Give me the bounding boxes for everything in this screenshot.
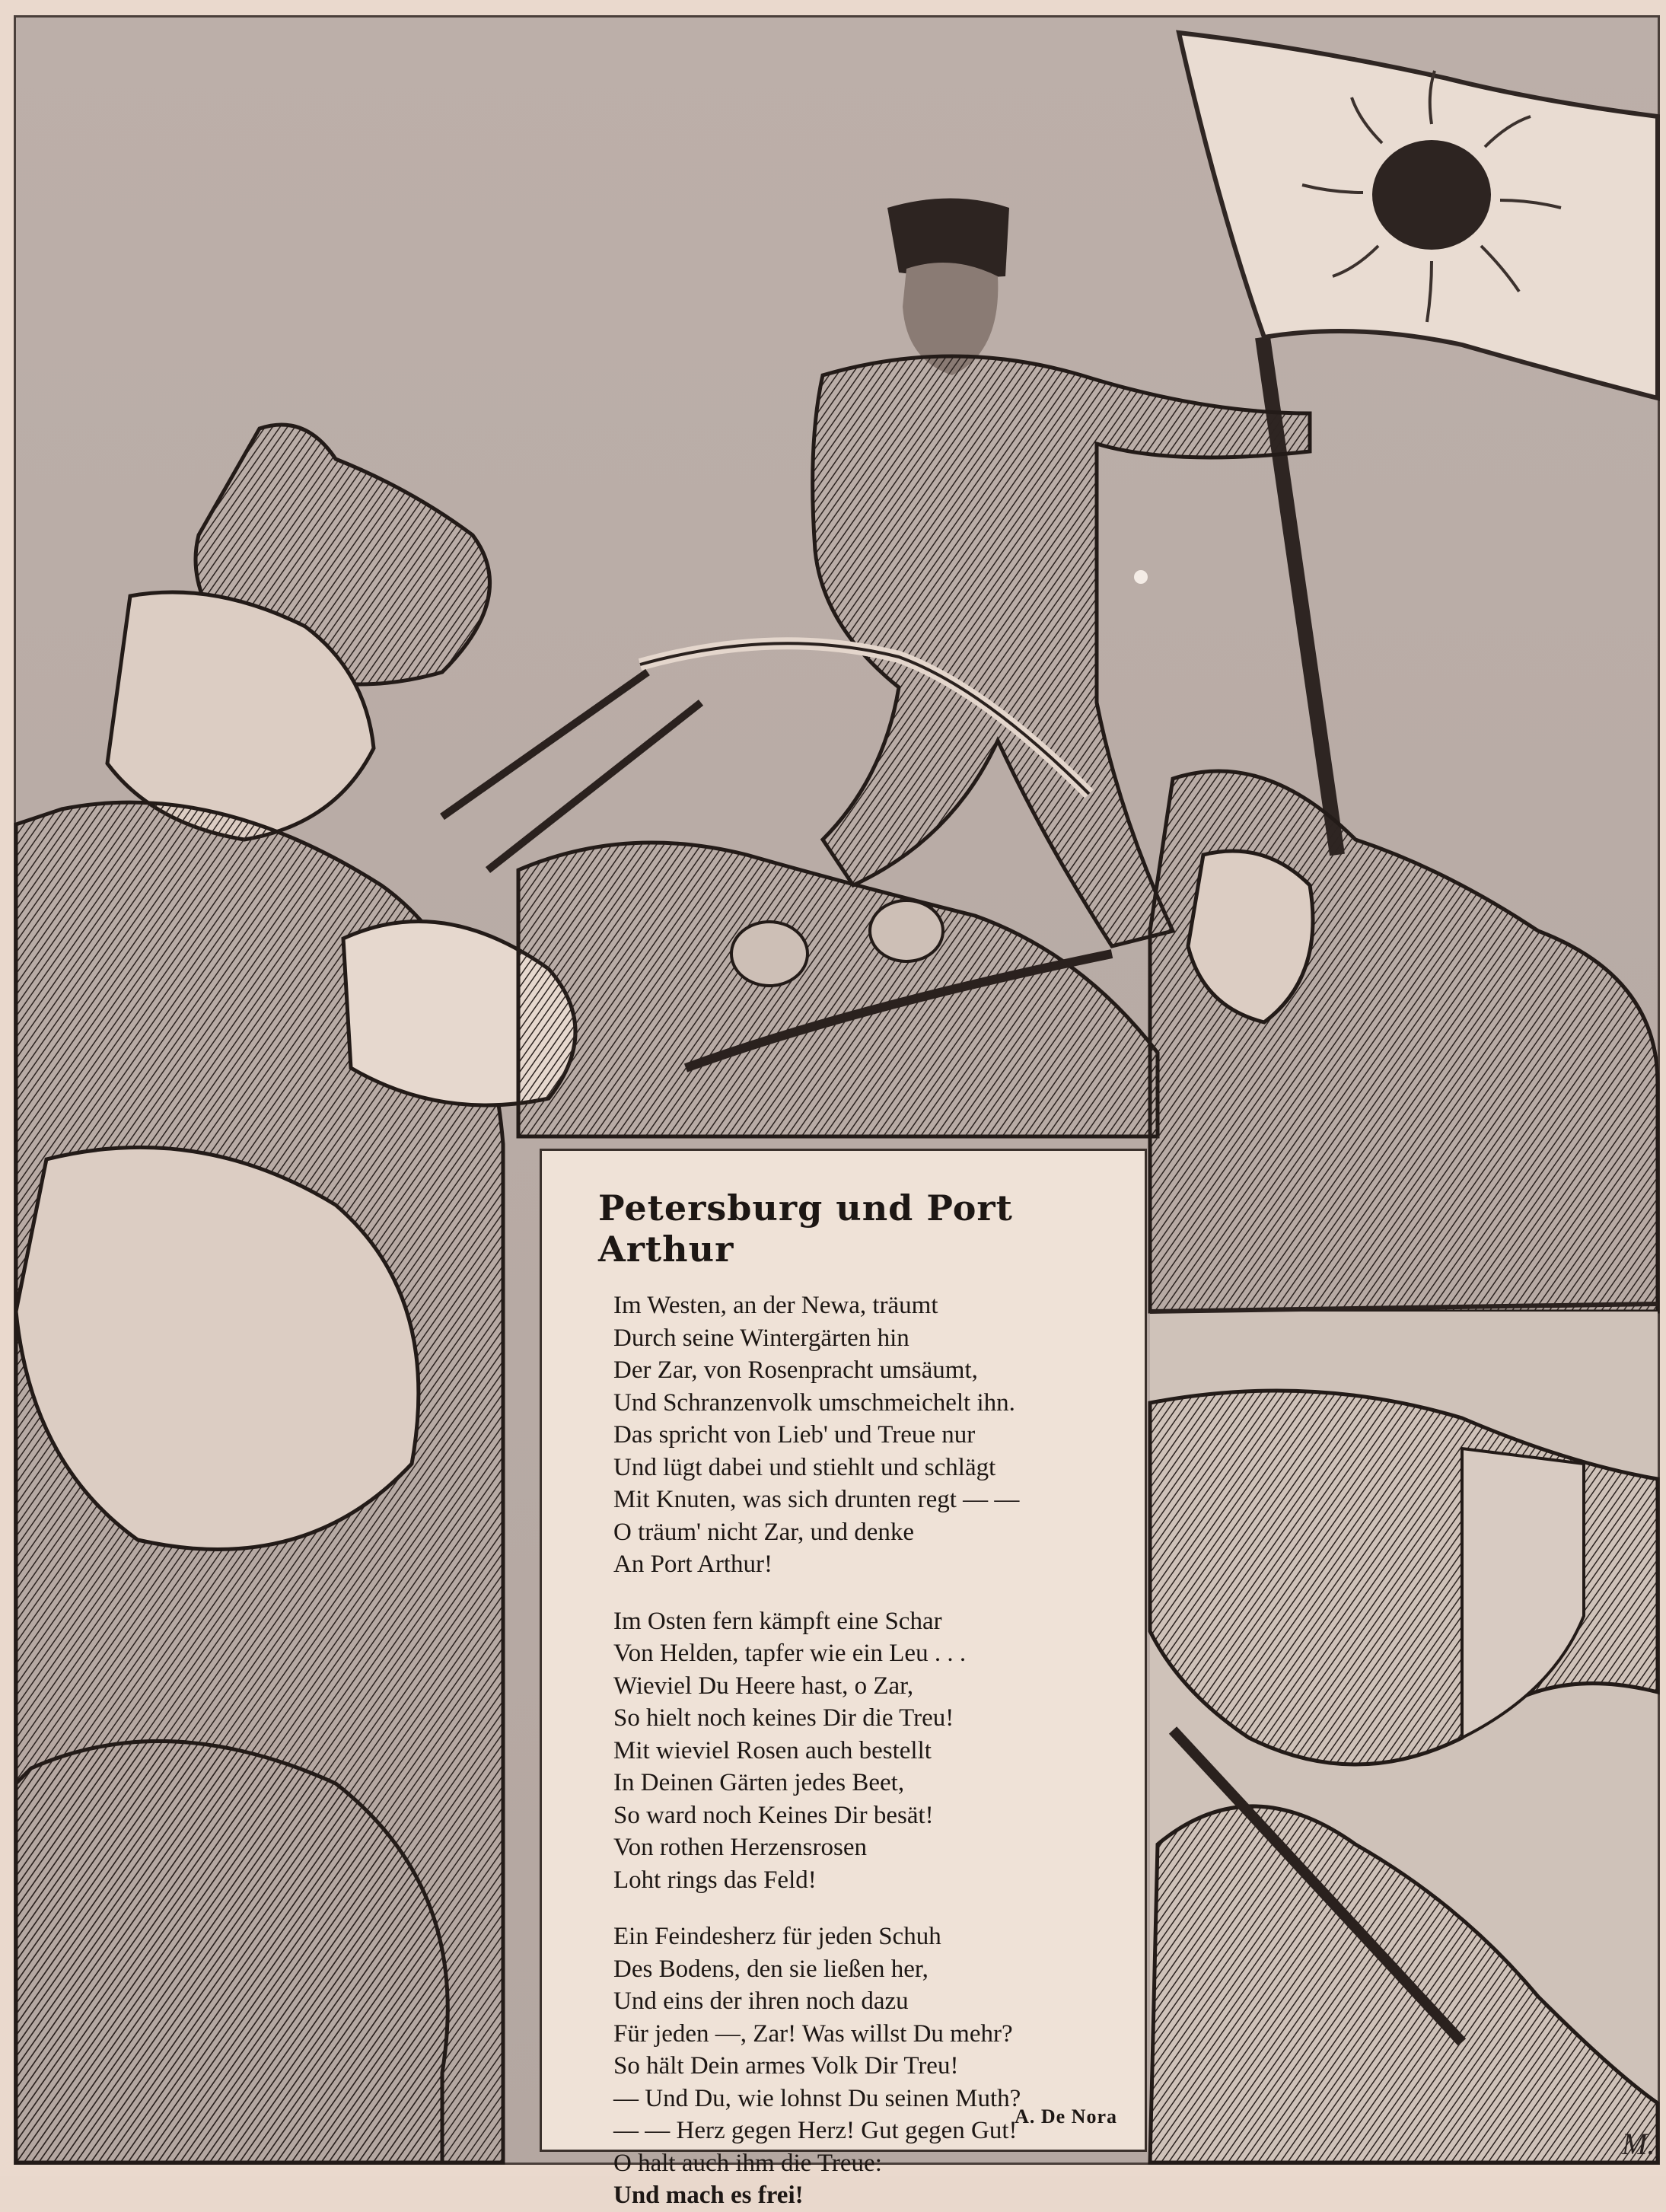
poem-line: Von rothen Herzensrosen	[613, 1834, 867, 1861]
poem-line: Im Osten fern kämpft eine Schar	[613, 1607, 942, 1635]
poem-line: Und Schranzenvolk umschmeichelt ihn.	[613, 1388, 1015, 1417]
poem-line: Der Zar, von Rosenpracht umsäumt,	[613, 1356, 978, 1384]
poem-line: O halt auch ihm die Treue:	[613, 2149, 882, 2177]
poem-line: — — Herz gegen Herz! Gut gegen Gut!	[613, 2117, 1018, 2144]
poem-title: Petersburg und Port Arthur	[598, 1187, 1013, 1270]
poem-line: Loht rings das Feld!	[613, 1866, 817, 1894]
poem-line: Das spricht von Lieb' und Treue nur	[613, 1421, 976, 1449]
poem-line: Mit Knuten, was sich drunten regt — —	[613, 1486, 1020, 1513]
poem-line: Für jeden —, Zar! Was willst Du mehr?	[613, 2019, 1013, 2048]
right-soldiers	[1150, 771, 1658, 2163]
poem-line: Des Bodens, den sie ließen her,	[613, 1955, 929, 1983]
poem-line: Und mach es frei!	[613, 2182, 804, 2209]
star	[1134, 570, 1148, 584]
poem-line: Durch seine Wintergärten hin	[613, 1324, 909, 1352]
poem-line: Von Helden, tapfer wie ein Leu . . .	[613, 1640, 967, 1667]
poem-line: Mit wieviel Rosen auch bestellt	[613, 1736, 932, 1764]
artist-monogram: M.	[1622, 2127, 1655, 2161]
poem-line: So hielt noch keines Dir die Treu!	[613, 1704, 954, 1732]
author-signature: A. De Nora	[1015, 2105, 1117, 2128]
illustration-frame	[14, 15, 1660, 2209]
stanza-3	[613, 1920, 1114, 2212]
poem-line: In Deinen Gärten jedes Beet,	[613, 1769, 905, 1796]
poem-line: Und lügt dabei und stiehlt und schlägt	[613, 1453, 996, 1481]
poem-box	[540, 1149, 1147, 2209]
poem-line: So hält Dein armes Volk Dir Treu!	[613, 2052, 959, 2080]
poem-line: Und eins der ihren noch dazu	[613, 1987, 909, 2015]
poem-line: So ward noch Keines Dir besät!	[613, 1801, 934, 1829]
poem-line: Im Westen, an der Newa, träumt	[613, 1292, 938, 1319]
poem-line: An Port Arthur!	[613, 1551, 772, 1578]
stanza-1	[613, 1289, 1114, 1581]
poem-line: O träum' nicht Zar, und denke	[613, 1518, 915, 1546]
stanza-2	[613, 1605, 1114, 1897]
poem-line: Wieviel Du Heere hast, o Zar,	[613, 1672, 914, 1700]
poem-line: Ein Feindesherz für jeden Schuh	[613, 1923, 941, 1950]
sun-disc	[1372, 140, 1491, 250]
poem-line: — Und Du, wie lohnst Du seinen Muth?	[613, 2084, 1021, 2112]
